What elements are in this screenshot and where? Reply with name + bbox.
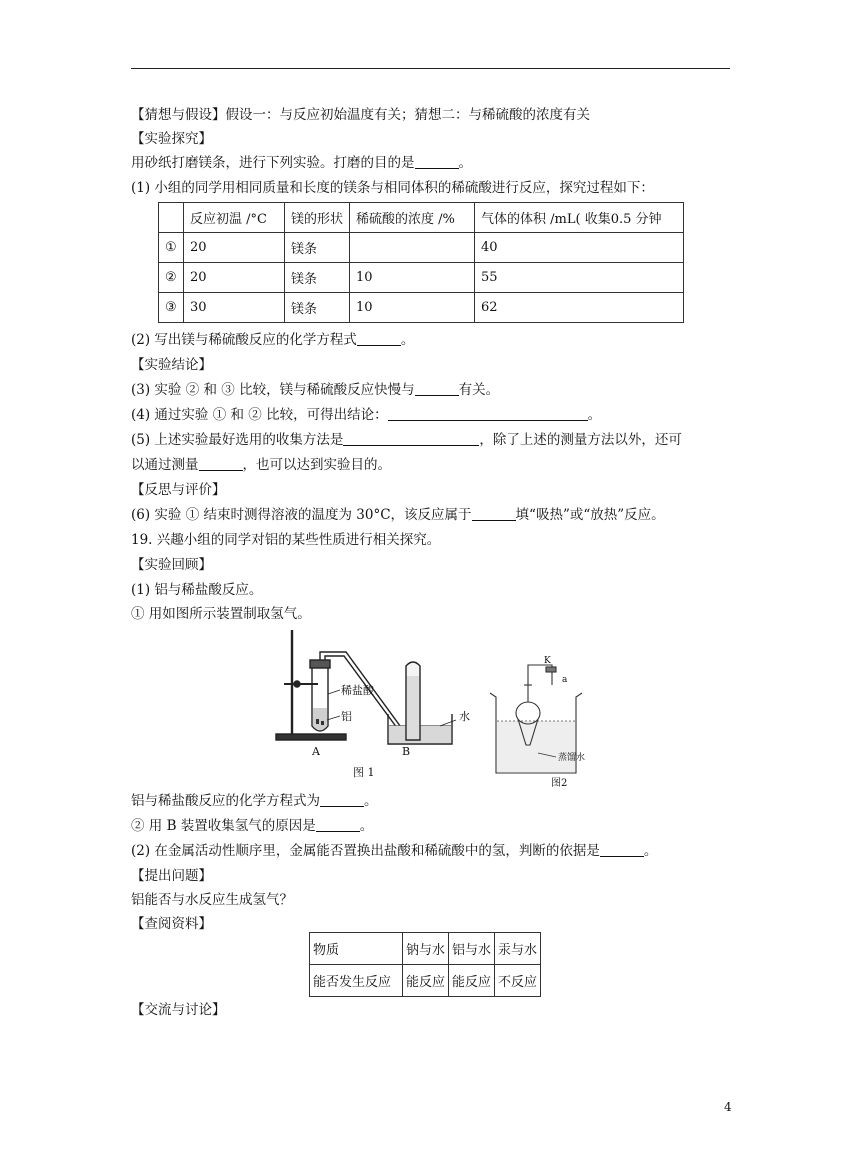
section-reference: 【查阅资料】 <box>131 916 212 932</box>
answer-blank[interactable] <box>600 842 644 857</box>
answer-blank[interactable] <box>316 817 360 832</box>
section-reflection: 【反思与评价】 <box>131 482 226 498</box>
answer-blank[interactable] <box>343 431 479 446</box>
table-row <box>159 293 684 323</box>
sub-item-2: ② 用 B 装置收集氢气的原因是 。 <box>131 818 374 834</box>
table-cell: ① <box>159 233 184 263</box>
table-cell: 钠与水 <box>403 933 449 965</box>
hypothesis-line: 【猜想与假设】假设一：与反应初始温度有关；猜想二：与稀硫酸的浓度有关 <box>131 107 590 123</box>
table-cell: 稀硫酸的浓度 /% <box>350 203 475 233</box>
table-cell: 62 <box>475 293 684 323</box>
answer-blank[interactable] <box>320 792 364 807</box>
table-cell: 20 <box>184 233 285 263</box>
question-1: (1) 小组的同学用相同质量和长度的镁条与相同体积的稀硫酸进行反应，探究过程如下： <box>131 180 654 196</box>
section-experiment: 【实验探究】 <box>131 131 212 147</box>
table-cell: 40 <box>475 233 684 263</box>
table-cell: 能否发生反应 <box>310 965 403 997</box>
sub-question-1: (1) 铝与稀盐酸反应。 <box>131 582 263 598</box>
answer-blank[interactable] <box>415 154 459 169</box>
table-cell: ③ <box>159 293 184 323</box>
figure-1-apparatus <box>270 622 470 782</box>
table-row <box>159 263 684 293</box>
table-cell: 能反应 <box>403 965 449 997</box>
table-row <box>310 933 541 965</box>
section-review: 【实验回顾】 <box>131 557 212 573</box>
figure-2-label-k: K <box>544 656 551 666</box>
header-rule <box>131 68 730 69</box>
figure-1-caption: 图 1 <box>353 766 375 779</box>
table-cell: 铝与水 <box>449 933 495 965</box>
table-cell: 30 <box>184 293 285 323</box>
table-cell: 反应初温 /°C <box>184 203 285 233</box>
polish-question: 用砂纸打磨镁条，进行下列实验。打磨的目的是 。 <box>131 155 472 171</box>
figure-2-label-water: 蒸馏水 <box>558 753 586 763</box>
sub-question-2: (2) 在金属活动性顺序里，金属能否置换出盐酸和稀硫酸中的氢，判断的依据是 。 <box>131 843 658 859</box>
question-2: (2) 写出镁与稀硫酸反应的化学方程式 。 <box>131 332 415 348</box>
table-cell: 镁条 <box>285 263 350 293</box>
research-question: 铝能否与水反应生成氢气？ <box>131 892 293 908</box>
table-cell: ② <box>159 263 184 293</box>
table-cell: 汞与水 <box>495 933 541 965</box>
sub-item-1: ① 用如图所示装置制取氢气。 <box>131 606 311 622</box>
page-number: 4 <box>724 1100 732 1114</box>
table-cell: 气体的体积 /mL( 收集0.5 分钟 <box>475 203 684 233</box>
answer-blank[interactable] <box>388 406 588 421</box>
table-cell: 20 <box>184 263 285 293</box>
table-row <box>310 965 541 997</box>
answer-blank[interactable] <box>357 331 401 346</box>
table-cell: 镁条 <box>285 233 350 263</box>
table-cell: 能反应 <box>449 965 495 997</box>
figure-1-label-al: 铝 <box>341 710 352 723</box>
table-cell: 不反应 <box>495 965 541 997</box>
question-5-cont: 以通过测量 ，也可以达到实验目的。 <box>131 457 391 473</box>
figure-2-caption: 图2 <box>551 778 568 789</box>
table-header-row <box>159 203 684 233</box>
question-5: (5) 上述实验最好选用的收集方法是 ，除了上述的测量方法以外，还可 <box>131 432 682 448</box>
section-discussion: 【交流与讨论】 <box>131 1002 226 1018</box>
table-cell <box>159 203 184 233</box>
figure-2-label-a: a <box>562 675 568 685</box>
question-6: (6) 实验 ① 结束时测得溶液的温度为 30°C，该反应属于 填“吸热”或“放热”反应。 <box>131 507 665 523</box>
section-question: 【提出问题】 <box>131 868 212 884</box>
answer-blank[interactable] <box>472 506 516 521</box>
table-cell: 55 <box>475 263 684 293</box>
question-4: (4) 通过实验 ① 和 ② 比较，可得出结论： 。 <box>131 407 602 423</box>
figure-1-label-acid: 稀盐酸 <box>341 684 374 697</box>
answer-blank[interactable] <box>415 381 459 396</box>
section-conclusion: 【实验结论】 <box>131 357 212 373</box>
question-19: 19. 兴趣小组的同学对铝的某些性质进行相关探究。 <box>131 532 441 548</box>
experiment-table <box>158 202 684 323</box>
question-3: (3) 实验 ② 和 ③ 比较，镁与稀硫酸反应快慢与 有关。 <box>131 382 500 398</box>
table-cell: 镁条 <box>285 293 350 323</box>
equation-question: 铝与稀盐酸反应的化学方程式为 。 <box>131 793 378 809</box>
table-cell: 物质 <box>310 933 403 965</box>
table-cell: 镁的形状 <box>285 203 350 233</box>
figure-1-label-a: A <box>312 745 320 758</box>
figure-1-label-water: 水 <box>459 710 470 723</box>
table-cell: 10 <box>350 263 475 293</box>
figure-2-apparatus <box>486 655 611 780</box>
table-cell[interactable] <box>350 233 475 263</box>
reference-table <box>309 932 541 997</box>
table-row <box>159 233 684 263</box>
table-cell: 10 <box>350 293 475 323</box>
answer-blank[interactable] <box>199 456 243 471</box>
figure-1-label-b: B <box>402 745 411 758</box>
